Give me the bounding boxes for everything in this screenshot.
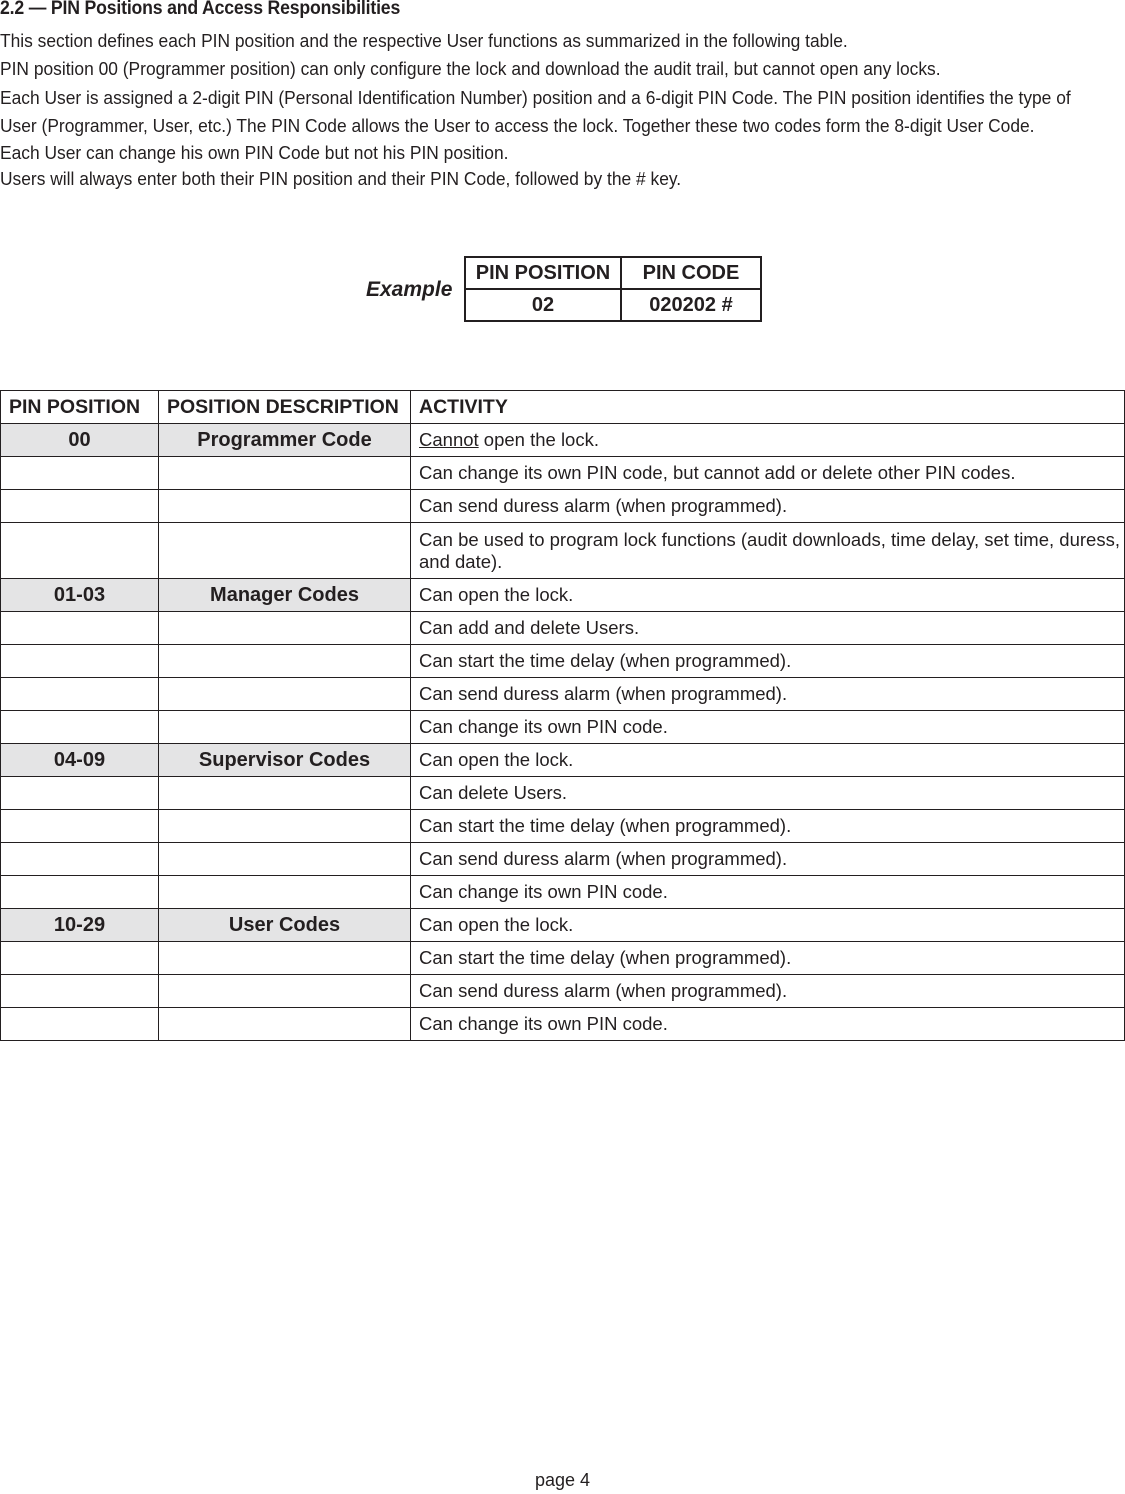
page-number: page 4 <box>534 1470 591 1490</box>
table-row <box>1 457 1125 490</box>
activity-cell: Can open the lock. <box>411 909 1125 942</box>
table-row <box>1 876 1125 909</box>
table-row <box>1 1008 1125 1041</box>
activity-cell: Can send duress alarm (when programmed). <box>411 678 1125 711</box>
table-row <box>1 490 1125 523</box>
table-row <box>1 523 1125 579</box>
pin-explanation-paragraph: Each User is assigned a 2-digit PIN (Personal Identification Number) position and a 6-digit PIN Code. The PIN position identifies the type of User (Programmer, User, etc.) The PIN Code allows the User to access the lock. Together these two codes form the 8-digit User Code. Each User can change his own PIN Code but not his PIN position. <box>0 87 1071 163</box>
position-description-cell: Programmer Code <box>159 424 411 457</box>
example-header-pin-code: PIN CODE <box>621 257 761 289</box>
table-row <box>1 711 1125 744</box>
example-value-row <box>465 289 761 321</box>
example-pin-position-value: 02 <box>465 289 621 321</box>
activity-cell: Can change its own PIN code. <box>411 1008 1125 1041</box>
table-row <box>1 777 1125 810</box>
activity-cell: Can delete Users. <box>411 777 1125 810</box>
example-label: Example <box>366 278 453 301</box>
intro-paragraph: This section defines each PIN position and the respective User functions as summarized in the following table. <box>0 30 848 51</box>
position-description-cell: Supervisor Codes <box>159 744 411 777</box>
programmer-note-paragraph: PIN position 00 (Programmer position) can only configure the lock and download the audit trail, but cannot open any locks. <box>0 58 941 79</box>
header-position-description: POSITION DESCRIPTION <box>159 391 411 424</box>
activity-cell: Can change its own PIN code. <box>411 711 1125 744</box>
activity-cell: Can change its own PIN code, but cannot add or delete other PIN codes. <box>411 457 1125 490</box>
position-description-cell: User Codes <box>159 909 411 942</box>
table-row <box>1 810 1125 843</box>
activity-cell: Can start the time delay (when programmed). <box>411 645 1125 678</box>
pin-position-cell: 00 <box>1 424 159 457</box>
activity-cell: Can start the time delay (when programmed). <box>411 810 1125 843</box>
table-row <box>1 975 1125 1008</box>
cannot-emphasis: Cannot <box>419 429 479 450</box>
table-row <box>1 612 1125 645</box>
activity-text: open the lock. <box>478 429 599 450</box>
header-pin-position: PIN POSITION <box>1 391 159 424</box>
pin-position-cell: 04-09 <box>1 744 159 777</box>
example-header-row <box>465 257 761 289</box>
table-row <box>1 579 1125 612</box>
activity-cell: Can send duress alarm (when programmed). <box>411 975 1125 1008</box>
header-activity: ACTIVITY <box>411 391 1125 424</box>
example-header-pin-position: PIN POSITION <box>465 257 621 289</box>
activity-cell: Can send duress alarm (when programmed). <box>411 490 1125 523</box>
activity-cell <box>411 424 1125 457</box>
table-row <box>1 942 1125 975</box>
activity-cell: Can be used to program lock functions (audit downloads, time delay, set time, duress, and date). <box>411 523 1125 579</box>
pin-position-cell: 10-29 <box>1 909 159 942</box>
section-heading: 2.2 — PIN Positions and Access Responsibilities <box>0 0 401 19</box>
pin-position-cell: 01-03 <box>1 579 159 612</box>
table-row <box>1 678 1125 711</box>
example-table <box>464 256 762 322</box>
table-row <box>1 909 1125 942</box>
table-header-row <box>1 391 1125 424</box>
table-row <box>1 424 1125 457</box>
table-row <box>1 645 1125 678</box>
activity-cell: Can send duress alarm (when programmed). <box>411 843 1125 876</box>
activity-cell: Can start the time delay (when programmed). <box>411 942 1125 975</box>
pin-positions-table <box>0 390 1125 1041</box>
activity-cell: Can add and delete Users. <box>411 612 1125 645</box>
table-row <box>1 744 1125 777</box>
activity-cell: Can change its own PIN code. <box>411 876 1125 909</box>
entry-instructions-paragraph: Users will always enter both their PIN position and their PIN Code, followed by the # key. <box>0 168 682 189</box>
table-row <box>1 843 1125 876</box>
example-pin-code-value: 020202 # <box>621 289 761 321</box>
activity-cell: Can open the lock. <box>411 744 1125 777</box>
position-description-cell: Manager Codes <box>159 579 411 612</box>
activity-cell: Can open the lock. <box>411 579 1125 612</box>
